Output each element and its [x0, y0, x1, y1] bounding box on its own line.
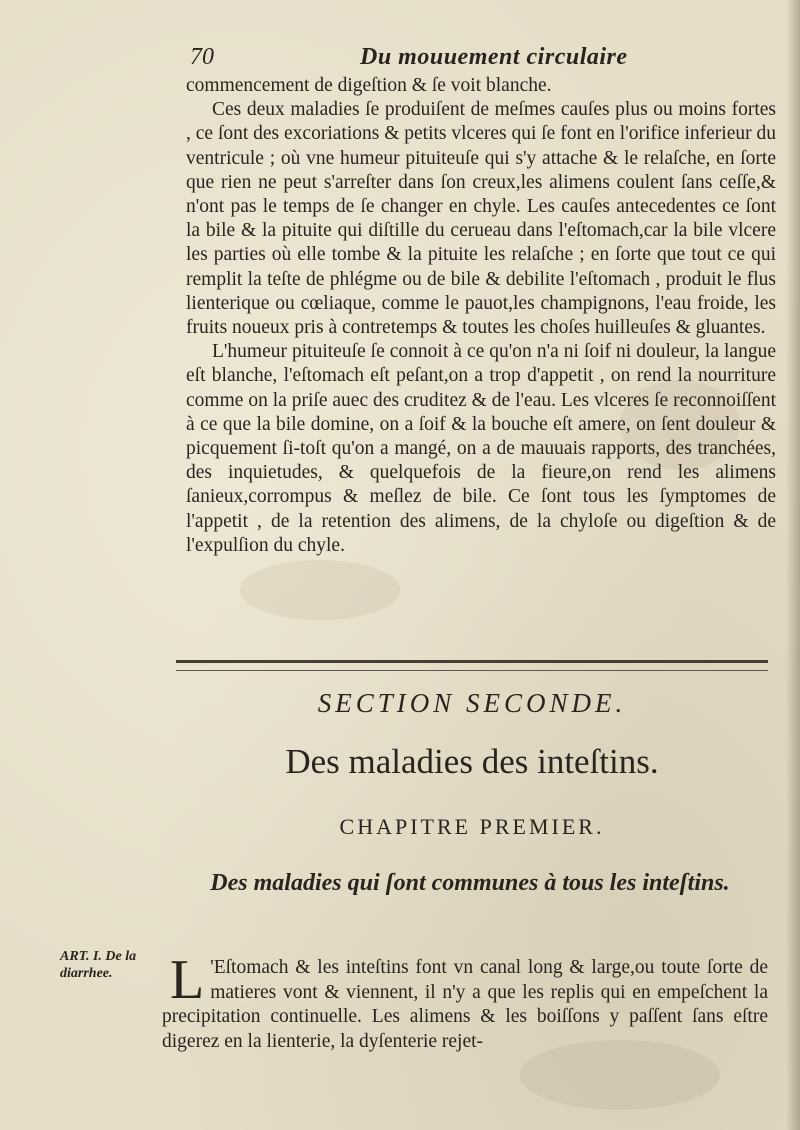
article-text	[162, 949, 768, 1054]
drop-cap: L	[170, 949, 205, 1011]
page-number: 70	[190, 44, 214, 70]
body-text	[186, 74, 776, 558]
section-title: SECTION SECONDE.	[317, 688, 627, 718]
section-divider-rule	[176, 660, 768, 671]
running-head: Du mouuement circulaire	[360, 44, 628, 70]
paragraph-symptoms: L'humeur pituiteuſe ſe connoit à ce qu'on n'a ni ſoif ni douleur, la langue eſt blanche, l'eſtomach eſt peſant,on a trop d'appetit , on rend la nourriture comme on la priſe auec des cruditez & de l'eau. Les vlceres ſe reconnoiſſent à ce que la bile domine, on a ſoif & la bouche eſt amere, on ſent douleur & picquement ſi-toſt qu'on a mangé, on a de mauuais rapports, des tranchées, des inquietudes, & quelquefois de la fieure,on rend les alimens ſanieux,corrompus & meſlez de bile. Ce ſont tous les ſymptomes de l'appetit , de la retention des alimens, de la chyloſe ou digeſtion & de l'expulſion du chyle.	[186, 341, 776, 556]
paragraph-continuation: commencement de digeſtion & ſe voit blanche.	[186, 75, 552, 96]
page-header	[190, 44, 770, 74]
page-edge-shadow	[786, 0, 800, 1130]
paper-stain	[240, 560, 400, 620]
section-subtitle: Des maladies des inteſtins.	[285, 742, 659, 781]
margin-note: ART. I. De la diarrhee.	[60, 949, 137, 981]
chapter-title: CHAPITRE PREMIER.	[339, 814, 605, 839]
chapter-subtitle: Des maladies qui ſont communes à tous les inteſtins.	[210, 870, 730, 896]
article-paragraph: 'Eſtomach & les inteſtins font vn canal long & large,ou toute ſorte de matieres vont & viennent, il n'y a que les replis qui en empeſchent la precipitation continuelle. Les alimens & les boiſſons y paſſent ſans eſtre digerez en la lienterie, la dyſenterie rejet-	[162, 957, 768, 1052]
paragraph-causes: Ces deux maladies ſe produiſent de meſmes cauſes plus ou moins fortes , ce ſont des excoriations & petits vlceres qui ſe font en l'orifice inferieur du ventricule ; où vne humeur pituiteuſe qui s'y attache & le relaſche, en ſorte que rien ne peut s'arreſter dans ſon creux,les alimens coulent ſans ceſſe,& n'ont pas le temps de ſe changer en chyle. Les cauſes antecedentes ce ſont la bile & la pituite qui diſtille du cerueau dans l'eſtomach,car la bile vlcere les parties où elle tombe & la pituite les relaſche ; en ſorte que tout ce qui remplit la teſte de phlégme ou de bile & debilite l'eſtomach , produit le flus lienterique ou cœliaque, comme le pauot,les champignons, l'eau froide, les fruits noueux pris à contretemps & toutes les choſes huilleuſes & gluantes.	[186, 99, 776, 339]
